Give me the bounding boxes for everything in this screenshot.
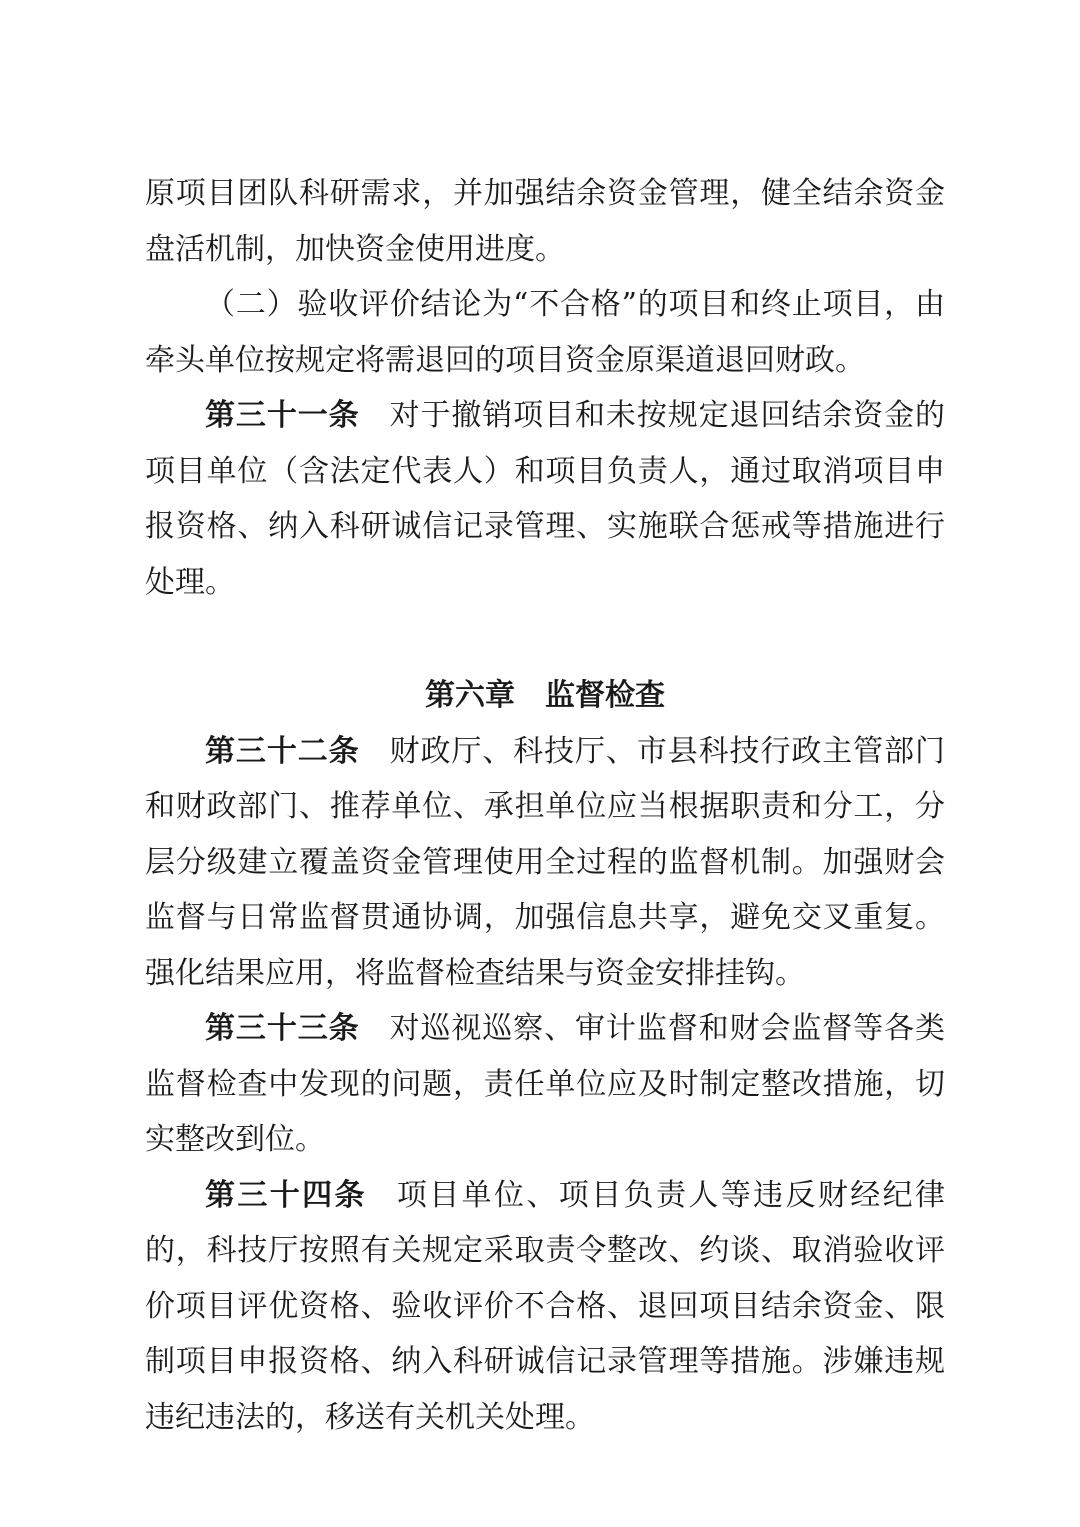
article-32-text: 财政厅、科技厅、市县科技行政主管部门和财政部门、推荐单位、承担单位应当根据职责和分工，分层分级建立覆盖资金管理使用全过程的监督机制。加强财会监督与日常监督贯通协调，加强信息共享，避免交叉重复。强化结果应用，将监督检查结果与资金安排挂钩。 — [145, 733, 946, 991]
paragraph-continuation: 原项目团队科研需求，并加强结余资金管理，健全结余资金盘活机制，加快资金使用进度。 — [145, 176, 945, 267]
chapter-number: 第六章 — [425, 678, 515, 713]
document-page — [145, 166, 945, 1445]
article-32 — [145, 724, 945, 1002]
article-31 — [145, 388, 945, 610]
article-34-title: 第三十四条 — [205, 1177, 367, 1213]
article-34 — [145, 1168, 945, 1446]
article-33-title: 第三十三条 — [205, 1011, 360, 1046]
chapter-heading — [145, 668, 945, 724]
article-33-text: 对巡视巡察、审计监督和财会监督等各类监督检查中发现的问题，责任单位应及时制定整改措施，切实整改到位。 — [145, 1011, 946, 1157]
article-34-text: 项目单位、项目负责人等违反财经纪律的，科技厅按照有关规定采取责令整改、约谈、取消验收评价项目评优资格、验收评价不合格、退回项目结余资金、限制项目申报资格、纳入科研诚信记录管理等措施。涉嫌违规违纪违法的，移送有关机关处理。 — [145, 1177, 946, 1435]
article-32-title: 第三十二条 — [205, 733, 360, 769]
chapter-title: 监督检查 — [545, 678, 665, 713]
article-31-text: 对于撤销项目和未按规定退回结余资金的项目单位（含法定代表人）和项目负责人，通过取消项目申报资格、纳入科研诚信记录管理、实施联合惩戒等措施进行处理。 — [145, 398, 946, 600]
article-31-title: 第三十一条 — [205, 398, 360, 433]
article-33 — [145, 1001, 945, 1168]
paragraph-item-2: （二）验收评价结论为“不合格”的项目和终止项目，由牵头单位按规定将需退回的项目资金原渠道退回财政。 — [145, 287, 945, 378]
